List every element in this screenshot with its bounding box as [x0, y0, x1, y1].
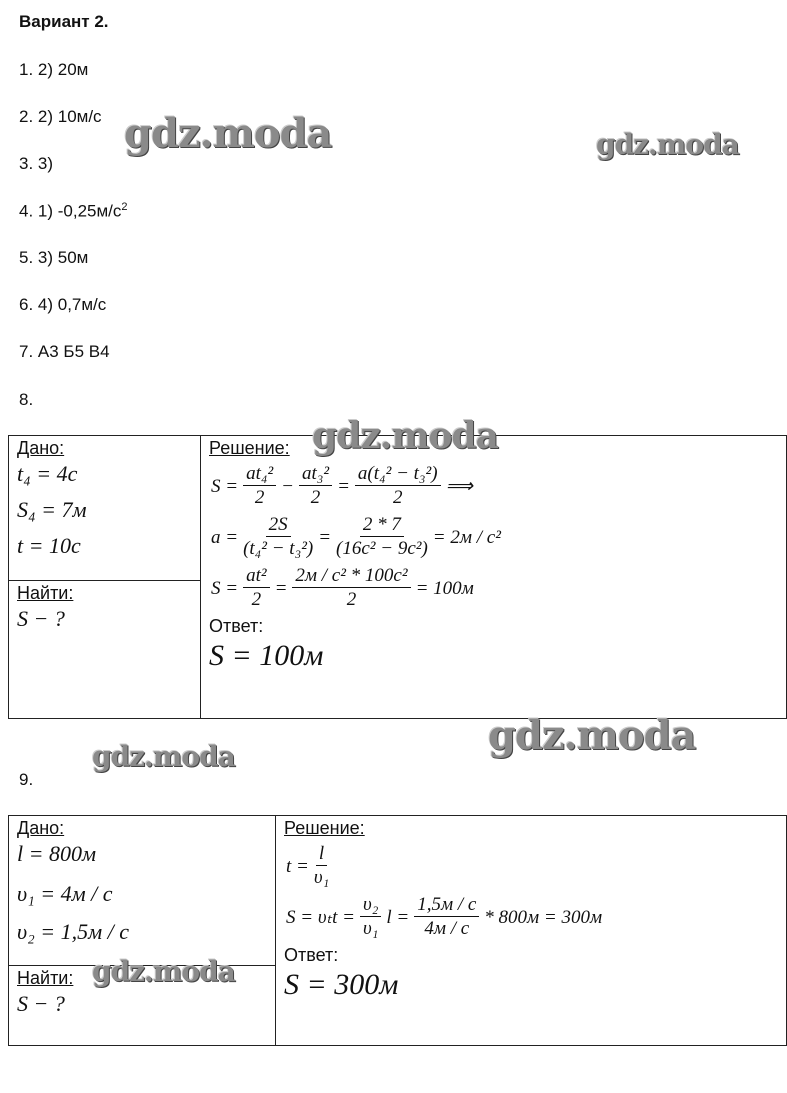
given-item: l = 800м	[17, 841, 96, 866]
fraction	[355, 463, 441, 510]
fraction	[360, 894, 381, 941]
answer-5: 5. 3) 50м	[19, 248, 89, 267]
equation	[284, 894, 778, 941]
answer-label: Ответ:	[284, 945, 339, 965]
numerator: a(t₄² − t₃²)	[355, 463, 441, 486]
equations	[209, 463, 778, 612]
given-item: S₄ = 7м	[17, 497, 87, 522]
fraction	[414, 894, 479, 941]
equation	[284, 843, 778, 890]
watermark: gdz.moda	[312, 415, 498, 457]
fraction	[243, 463, 276, 510]
equation-term: ⟹	[445, 476, 473, 497]
task-8-given	[9, 436, 201, 581]
task-8-table	[8, 435, 787, 719]
answer-2: 2. 2) 10м/с	[19, 107, 102, 126]
numerator: υ₂	[360, 894, 381, 917]
answer-label: Ответ:	[209, 616, 264, 636]
watermark: gdz.moda	[596, 128, 739, 161]
denominator: υ₁	[363, 918, 379, 939]
answer-4-text: 4. 1) -0,25м/с	[19, 201, 122, 221]
final-answer: S = 100м	[209, 639, 324, 672]
numerator: 2S	[266, 514, 291, 537]
given-label: Дано:	[17, 438, 65, 458]
equation-term: = 2м / c²	[432, 526, 501, 548]
equation-term: −	[281, 475, 294, 497]
fraction	[292, 565, 410, 612]
numerator: l	[316, 843, 327, 866]
answer-1: 1. 2) 20м	[19, 60, 89, 79]
equation-term: =	[274, 577, 288, 599]
denominator: 2	[346, 589, 357, 610]
denominator: (t₄² − t₃²)	[243, 538, 314, 559]
equation-term: =	[337, 475, 350, 497]
fraction	[336, 514, 428, 561]
numerator: 1,5м / c	[414, 894, 479, 917]
fraction	[243, 565, 269, 612]
find-item: S − ?	[17, 606, 65, 631]
denominator: 2	[310, 487, 321, 508]
numerator: at²	[243, 565, 269, 588]
given-item: υ₂ = 1,5м / c	[17, 919, 130, 944]
fraction	[314, 843, 329, 890]
task-8-number: 8.	[19, 390, 34, 409]
equation-term: =	[318, 526, 332, 548]
watermark: gdz.moda	[92, 955, 235, 988]
answer-3: 3. 3)	[19, 154, 54, 173]
watermark: gdz.moda	[92, 740, 235, 773]
denominator: υ₁	[313, 867, 330, 888]
task-8-find	[9, 581, 201, 719]
task-9-solution	[276, 816, 787, 1046]
equation-term: S =	[211, 475, 239, 497]
fraction	[243, 514, 313, 561]
given-item: υ₁ = 4м / c	[17, 881, 113, 906]
equation-term: t =	[286, 855, 309, 877]
watermark: gdz.moda	[488, 712, 696, 759]
find-label: Найти:	[17, 583, 74, 603]
equation	[209, 463, 778, 510]
solution-label: Решение:	[209, 438, 290, 458]
equation	[209, 514, 778, 561]
equation-term: * 800м = 300м	[484, 906, 603, 928]
equation-term: S = υₜt =	[286, 907, 355, 928]
denominator: 2	[251, 589, 262, 610]
equations	[284, 843, 778, 941]
denominator: 2	[392, 487, 403, 508]
equation-term: S =	[211, 577, 239, 599]
numerator: at₃²	[299, 463, 332, 486]
denominator: 2	[254, 487, 265, 508]
equation-term: a =	[211, 526, 239, 548]
answer-6: 6. 4) 0,7м/с	[19, 295, 107, 314]
task-8-solution	[201, 436, 787, 719]
answer-4	[19, 201, 128, 222]
equation-term: = 100м	[415, 577, 474, 599]
given-item: t = 10c	[17, 533, 81, 558]
given-label: Дано:	[17, 818, 65, 838]
task-9-number: 9.	[19, 770, 34, 789]
numerator: 2 * 7	[360, 514, 404, 537]
variant-title: Вариант 2.	[19, 12, 109, 31]
answer-7: 7. А3 Б5 В4	[19, 342, 110, 361]
fraction	[299, 463, 332, 510]
numerator: 2м / c² * 100c²	[292, 565, 410, 588]
solution-label: Решение:	[284, 818, 365, 838]
denominator: (16c² − 9c²)	[336, 538, 428, 559]
denominator: 4м / c	[424, 918, 470, 939]
numerator: at₄²	[243, 463, 276, 486]
given-item: t₄ = 4c	[17, 461, 78, 486]
final-answer: S = 300м	[284, 968, 399, 1001]
task-9-given	[9, 816, 276, 966]
find-item: S − ?	[17, 991, 65, 1016]
task-9-table	[8, 815, 787, 1046]
answer-4-sup: 2	[121, 201, 128, 213]
watermark: gdz.moda	[124, 110, 332, 157]
equation-term: l =	[386, 906, 410, 928]
find-label: Найти:	[17, 968, 74, 988]
equation	[209, 565, 778, 612]
